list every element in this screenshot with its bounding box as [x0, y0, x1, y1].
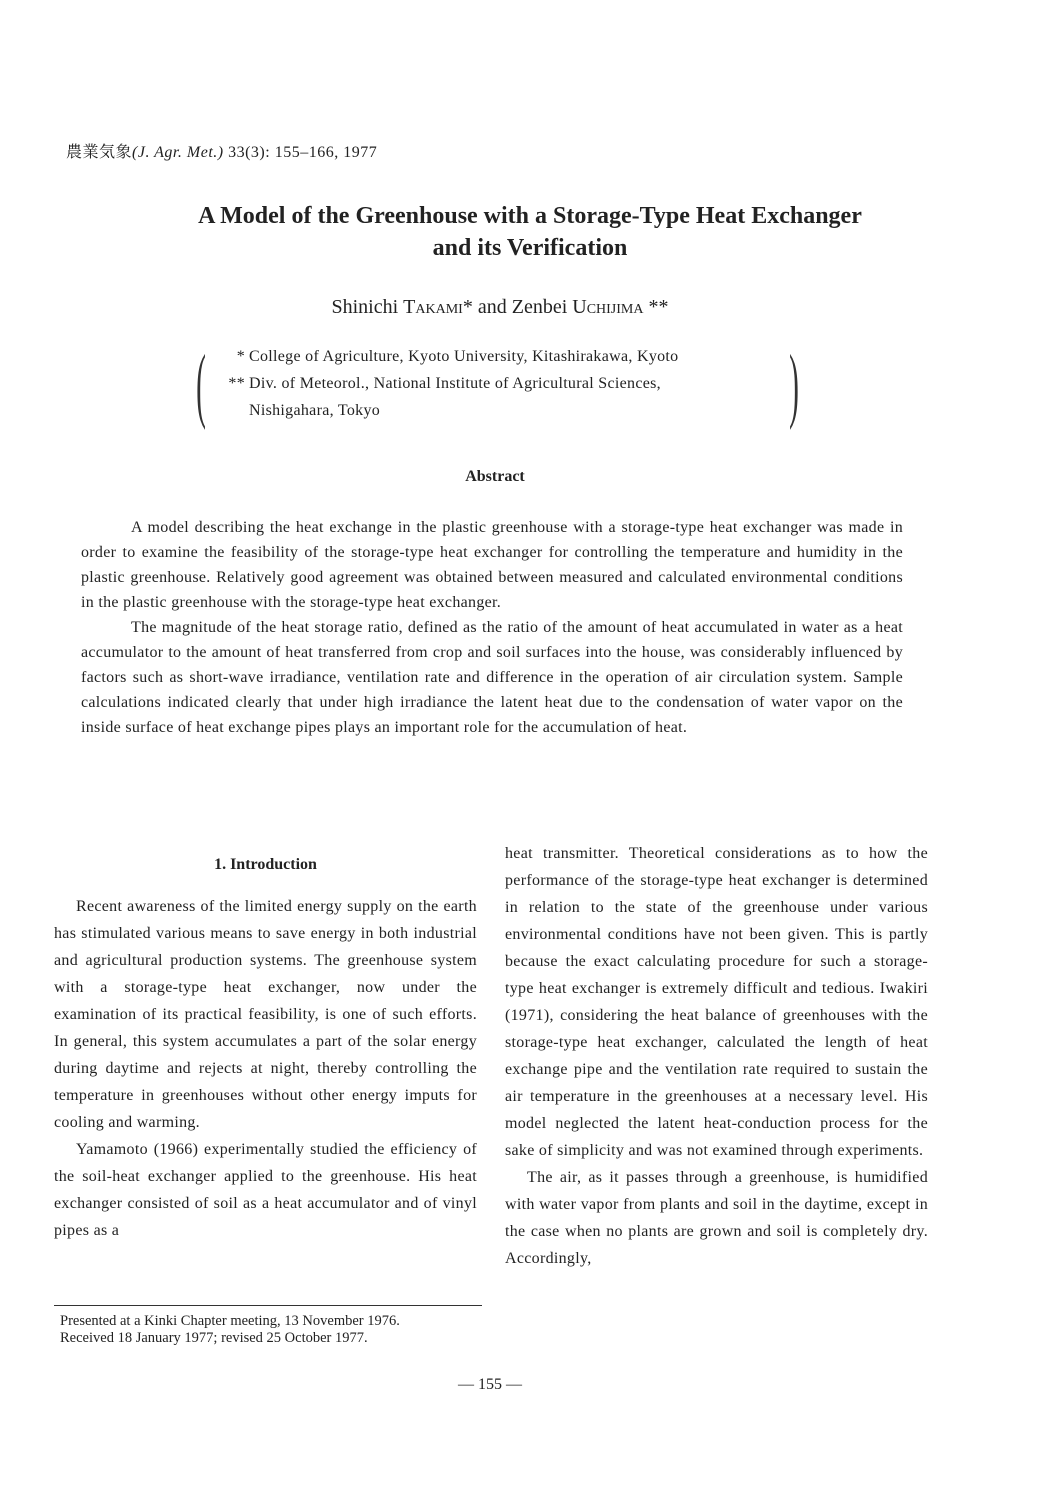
- volume-pages-year: 33(3): 155–166, 1977: [223, 144, 378, 161]
- author-conjunction: and Zenbei: [472, 296, 573, 318]
- affiliation-text: Nishigahara, Tokyo: [249, 402, 381, 419]
- affiliation-mark: [219, 397, 249, 424]
- journal-abbreviation: (J. Agr. Met.): [132, 144, 224, 161]
- affiliations-block: [196, 338, 799, 432]
- author-1-family: Takami: [403, 296, 463, 318]
- affiliation-text: Div. of Meteorol., National Institute of Agricultural Sciences,: [249, 375, 661, 392]
- left-column: [54, 893, 477, 1244]
- intro-paragraph-3: The air, as it passes through a greenhouse, is humidified with water vapor from plants and soil in the daytime, except in the case when no plants are grown and soil is completely dry. Accordingly,: [505, 1169, 928, 1267]
- abstract-paragraph-1: A model describing the heat exchange in the plastic greenhouse with a storage-type heat exchanger was made in order to examine the feasibility of the storage-type heat exchanger for controlling the temperature and humidity in the plastic greenhouse. Relatively good agreement was obtained between measured and calculated environmental conditions in the plastic greenhouse with the storage-type heat exchanger.: [81, 519, 903, 611]
- abstract-paragraph-2: The magnitude of the heat storage ratio, defined as the ratio of the amount of heat accumulated in water as a heat accumulator to the amount of heat transferred from crop and soil surfaces into the house, was considerably influenced by factors such as short-wave irradiance, ventilation rate and difference in the operation of air circulation system. Sample calculations indicated clearly that under high irradiance the latent heat due to the condensation of water vapor on the inside surface of heat exchange pipes plays an important role for the accumulation of heat.: [81, 619, 903, 736]
- author-1-mark: *: [462, 296, 473, 318]
- footnote-line-1: Presented at a Kinki Chapter meeting, 13 November 1976.: [60, 1313, 400, 1329]
- footnote-divider: [54, 1305, 482, 1306]
- author-2-family: Uchijima: [572, 296, 644, 318]
- affiliation-row: [219, 370, 678, 397]
- affiliation-row: [219, 343, 678, 370]
- journal-name-japanese: 農業気象: [66, 144, 133, 161]
- intro-paragraph-2-continued: heat transmitter. Theoretical considerations as to how the performance of the storage-type heat exchanger is determined in relation to the state of the greenhouse under various environmental conditions have not been given. This is partly because the exact calculating procedure for such a storage-type heat exchanger is extremely difficult and tedious. Iwakiri (1971), considering the heat balance of greenhouses with the storage-type heat exchanger, calculated the length of heat exchange pipe and the ventilation rate required to sustain the air temperature in the greenhouses at a necessary level. His model neglected the latent heat-conduction process for the sake of simplicity and was not examined through experiments.: [505, 845, 928, 1159]
- affiliation-mark: *: [236, 348, 245, 365]
- author-line: [0, 296, 1000, 319]
- title-line-1: A Model of the Greenhouse with a Storage-Type Heat Exchanger: [198, 203, 862, 229]
- section-heading-introduction: 1. Introduction: [214, 856, 317, 873]
- left-parenthesis: (: [196, 338, 206, 431]
- page-number: — 155 —: [458, 1376, 522, 1393]
- affiliation-mark: **: [228, 375, 245, 392]
- footnote-line-2: Received 18 January 1977; revised 25 October 1977.: [60, 1330, 368, 1346]
- journal-citation: [66, 139, 377, 162]
- author-1-given: Shinichi: [331, 296, 404, 318]
- author-2-mark: **: [643, 296, 669, 318]
- paper-title: [60, 200, 1000, 264]
- right-column: [505, 840, 928, 1272]
- affiliation-text: College of Agriculture, Kyoto University, Kitashirakawa, Kyoto: [249, 348, 679, 365]
- abstract-heading: Abstract: [465, 468, 525, 485]
- footnote: [60, 1313, 490, 1347]
- affiliation-row: [219, 397, 678, 424]
- intro-paragraph-1: Recent awareness of the limited energy supply on the earth has stimulated various means to save energy in both industrial and agricultural production systems. The greenhouse system with a storage-type heat exchanger, now under the examination of its practical feasibility, is one of such efforts. In general, this system accumulates a part of the solar energy during daytime and rejects at night, thereby controlling the temperature in greenhouses without other energy imputs for cooling and warming.: [54, 898, 477, 1131]
- right-parenthesis: ): [789, 338, 799, 431]
- abstract-body: [81, 515, 903, 740]
- intro-paragraph-2: Yamamoto (1966) experimentally studied the efficiency of the soil-heat exchanger applied to the greenhouse. His heat exchanger consisted of soil as a heat accumulator and of vinyl pipes as a: [54, 1141, 477, 1239]
- title-line-2: and its Verification: [432, 235, 628, 261]
